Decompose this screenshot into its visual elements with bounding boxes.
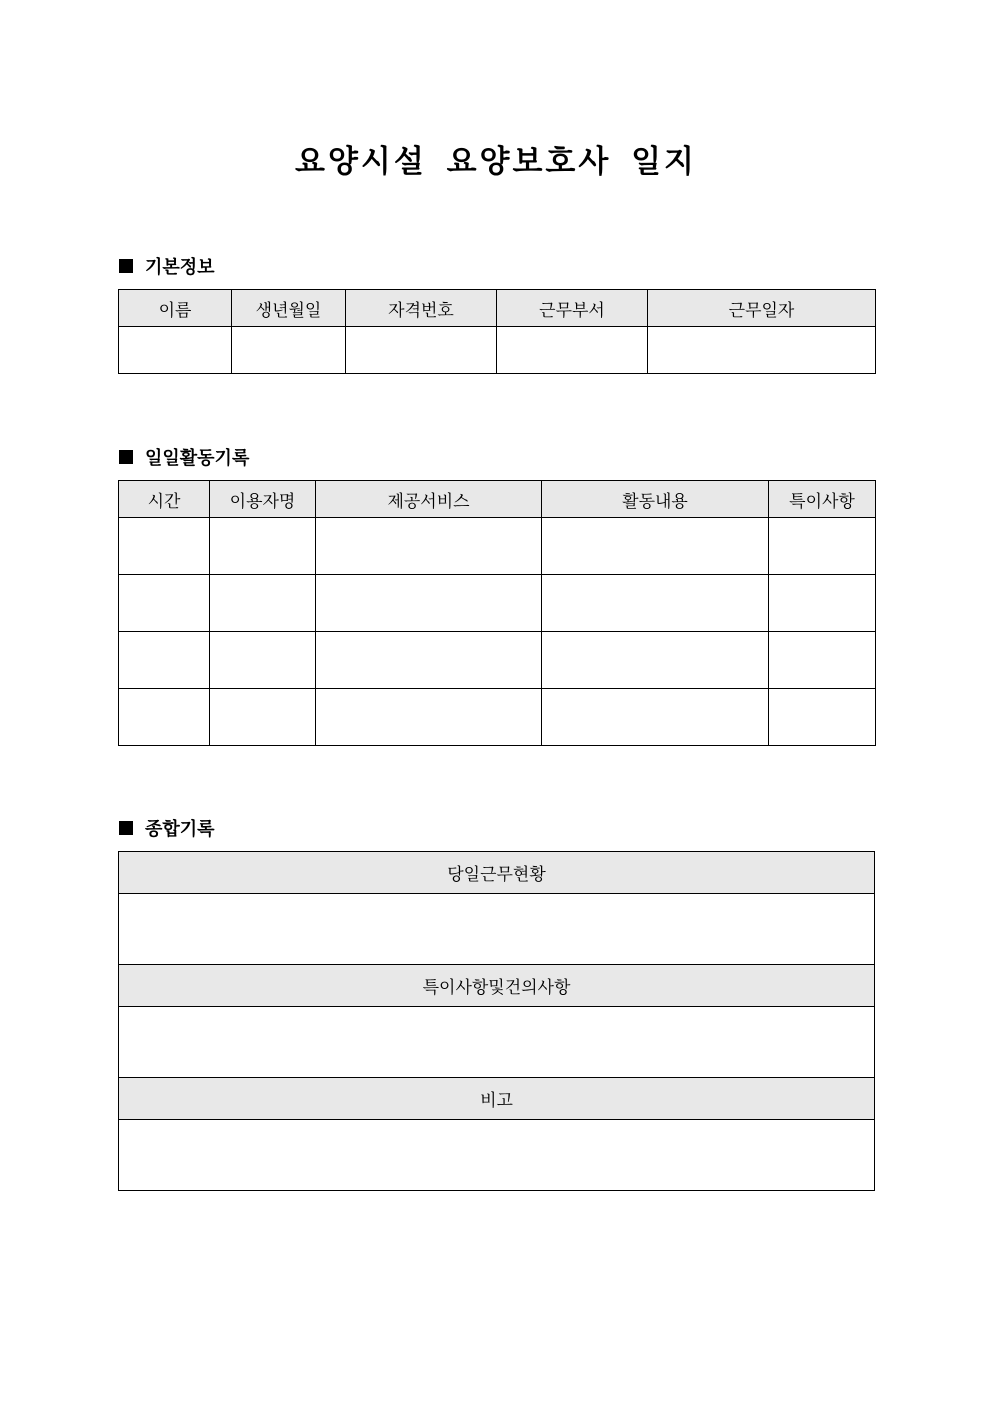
table-row: [119, 632, 876, 689]
time-cell[interactable]: [119, 632, 210, 689]
notes-cell[interactable]: [769, 632, 876, 689]
client-name-cell[interactable]: [210, 632, 316, 689]
time-cell[interactable]: [119, 575, 210, 632]
table-row: [119, 1007, 875, 1078]
remarks-cell[interactable]: [119, 1120, 875, 1191]
service-cell[interactable]: [316, 632, 542, 689]
column-header-service: 제공서비스: [316, 481, 542, 518]
square-bullet-icon: [119, 259, 133, 273]
section-heading-summary: [119, 815, 215, 841]
table-row: [119, 689, 876, 746]
notes-cell[interactable]: [769, 518, 876, 575]
notes-cell[interactable]: [769, 575, 876, 632]
activity-cell[interactable]: [542, 632, 769, 689]
client-name-cell[interactable]: [210, 575, 316, 632]
table-header-row: [119, 481, 876, 518]
section-heading-basic-label: 기본정보: [145, 257, 215, 278]
table-row: [119, 1120, 875, 1191]
service-cell[interactable]: [316, 575, 542, 632]
activity-cell[interactable]: [542, 518, 769, 575]
table-header-row: [119, 852, 875, 894]
table-row: [119, 327, 876, 374]
time-cell[interactable]: [119, 518, 210, 575]
work-date-cell[interactable]: [648, 327, 876, 374]
table-header-row: [119, 965, 875, 1007]
client-name-cell[interactable]: [210, 689, 316, 746]
remarks-header: 비고: [119, 1078, 875, 1120]
notes-suggestions-header: 특이사항및건의사항: [119, 965, 875, 1007]
column-header-birthdate: 생년월일: [232, 290, 346, 327]
section-heading-summary-label: 종합기록: [145, 819, 215, 840]
activity-cell[interactable]: [542, 575, 769, 632]
column-header-work-date: 근무일자: [648, 290, 876, 327]
client-name-cell[interactable]: [210, 518, 316, 575]
time-cell[interactable]: [119, 689, 210, 746]
table-row: [119, 575, 876, 632]
license-number-cell[interactable]: [346, 327, 497, 374]
notes-suggestions-cell[interactable]: [119, 1007, 875, 1078]
column-header-time: 시간: [119, 481, 210, 518]
service-cell[interactable]: [316, 689, 542, 746]
service-cell[interactable]: [316, 518, 542, 575]
name-cell[interactable]: [119, 327, 232, 374]
column-header-department: 근무부서: [497, 290, 648, 327]
column-header-name: 이름: [119, 290, 232, 327]
section-heading-activity: [119, 444, 249, 470]
table-row: [119, 518, 876, 575]
table-header-row: [119, 290, 876, 327]
column-header-client-name: 이용자명: [210, 481, 316, 518]
page-title: 요양시설 요양보호사 일지: [295, 144, 697, 180]
summary-table: [118, 851, 875, 1191]
column-header-license-number: 자격번호: [346, 290, 497, 327]
table-header-row: [119, 1078, 875, 1120]
birthdate-cell[interactable]: [232, 327, 346, 374]
square-bullet-icon: [119, 821, 133, 835]
work-status-header: 당일근무현황: [119, 852, 875, 894]
notes-cell[interactable]: [769, 689, 876, 746]
work-status-cell[interactable]: [119, 894, 875, 965]
column-header-activity: 활동내용: [542, 481, 769, 518]
column-header-notes: 특이사항: [769, 481, 876, 518]
daily-activity-table: [118, 480, 876, 746]
table-row: [119, 894, 875, 965]
activity-cell[interactable]: [542, 689, 769, 746]
department-cell[interactable]: [497, 327, 648, 374]
square-bullet-icon: [119, 450, 133, 464]
section-heading-basic: [119, 253, 215, 279]
section-heading-activity-label: 일일활동기록: [145, 448, 250, 469]
basic-info-table: [118, 289, 876, 374]
